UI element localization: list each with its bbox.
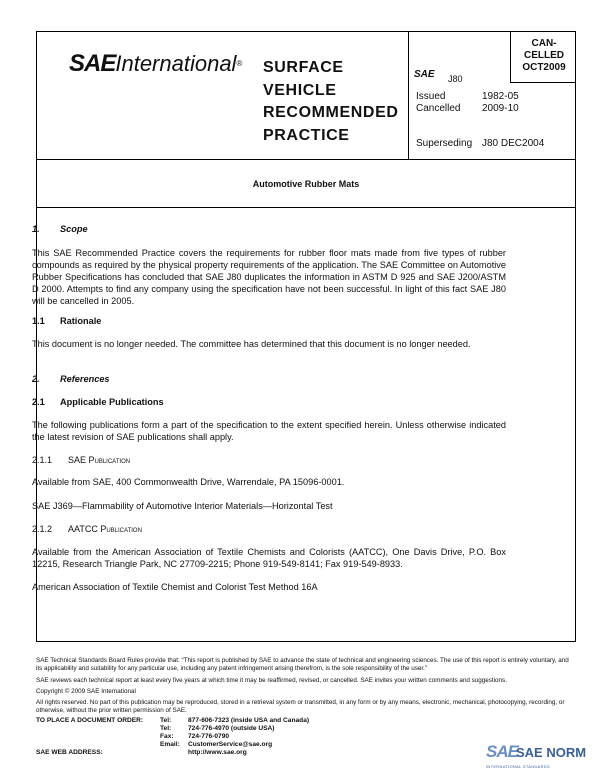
footer-rules-text: SAE Technical Standards Board Rules provide that: “This report is published by SAE to advance the state of technical and engineering sciences. The use of this report is entirely voluntary, and its applicability and suitability for any particular use, including any patent infringement arising therefrom, is the sole responsibility of the user.” [36, 657, 569, 673]
header-divider [408, 32, 409, 160]
status-line: CAN- [531, 38, 557, 49]
fax-label: Fax: [160, 733, 174, 740]
tel-value: 877-606-7323 (inside USA and Canada) [188, 717, 310, 724]
subsection-heading-sae-publication [32, 454, 130, 466]
sae-international-logo [69, 52, 242, 76]
rationale-paragraph: This document is no longer needed. The committee has determined that this document is no longer needed. [32, 339, 471, 349]
sae-norm-subtext: INTERNATIONAL STANDARDS [486, 764, 550, 769]
email-label: Email: [160, 741, 180, 748]
sae-norm-text: SAE NORM [516, 745, 587, 760]
section-heading-rationale [32, 315, 101, 327]
aatcc-availability: Available from the American Association of Textile Chemists and Colorists (AATCC), One Davis Drive, P.O. Box 12215, Research Triangle Park, NC 27709-2215; Phone 919-549-8141; Fax 919-549-8933. [32, 547, 506, 569]
footer-rights-text: All rights reserved. No part of this publication may be reproduced, stored in a retrieval system or transmitted, in any form or by any means, electronic, mechanical, photocopying, recording, or otherwise, without the prior written permission of SAE. [36, 699, 565, 715]
status-line: OCT2009 [522, 62, 566, 73]
issued-value: 1982-05 [482, 91, 519, 102]
scope-paragraph: This SAE Recommended Practice covers the requirements for rubber floor mats made from five types of rubber compounds as required by the physical property requirements of the application. The SAE Committee on Automotive Rubber Specifications has concluded that SAE J80 duplicates the information in ASTM D 925 and SAE J200/ASTM D 2000. Attempts to find any company using the specification have not been successful. In light of this fact SAE J80 will be cancelled in 2005. [32, 248, 506, 306]
subsection-number: 2.1.2 [32, 524, 53, 534]
doc-type-line: VEHICLE [263, 81, 337, 99]
cancelled-label: Cancelled [416, 103, 461, 114]
web-label: SAE WEB ADDRESS: [36, 749, 103, 756]
section-number: 2. [32, 374, 40, 384]
tel2-value: 724-776-4970 (outside USA) [188, 725, 275, 732]
tel-label: Tel: [160, 717, 172, 724]
cancelled-row [416, 103, 519, 115]
subsection-heading-aatcc-publication [32, 523, 142, 535]
document-title: Automotive Rubber Mats [252, 179, 360, 189]
sae-mini-logo: SAE [414, 69, 435, 80]
section-title: Rationale [60, 316, 102, 326]
sae-norm-stamp [486, 742, 587, 772]
status-line: CELLED [524, 50, 564, 61]
superseding-row [416, 138, 545, 150]
doc-type-line: RECOMMENDED [263, 104, 399, 121]
status-box-divider [510, 32, 511, 83]
section-title: Applicable Publications [60, 397, 164, 407]
doc-type-line: SURFACE [263, 59, 344, 76]
sae-availability: Available from SAE, 400 Commonwealth Drive, Warrendale, PA 15096-0001. [32, 477, 345, 487]
section-heading-references [32, 373, 110, 385]
subsection-number: 2.1.1 [32, 455, 53, 465]
title-row [37, 160, 575, 208]
sae-norm-logo-icon: SAE [486, 742, 518, 761]
subsection-title: SAE Publication [68, 455, 131, 465]
document-number: J80 [448, 74, 463, 84]
issued-row [416, 91, 519, 103]
doc-type-line: PRACTICE [263, 126, 350, 144]
fax-value: 724-776-0790 [188, 733, 230, 740]
subsection-title: AATCC Publication [68, 524, 142, 534]
footer-legal [36, 657, 576, 719]
sae-reference-item: SAE J369—Flammability of Automotive Interior Materials—Horizontal Test [32, 501, 333, 511]
email-value[interactable]: CustomerService@sae.org [188, 741, 273, 748]
cancelled-value: 2009-10 [482, 103, 519, 114]
superseding-label: Superseding [416, 138, 473, 149]
section-number: 1. [32, 224, 40, 234]
web-address-link[interactable]: http://www.sae.org [188, 749, 247, 756]
issued-label: Issued [416, 91, 446, 102]
order-label: TO PLACE A DOCUMENT ORDER: [36, 717, 144, 724]
logo-sae-text: SAE [69, 50, 116, 77]
logo-international-text: International [115, 51, 237, 76]
section-heading-applicable [32, 396, 164, 408]
document-type [263, 57, 399, 147]
section-title: References [60, 374, 110, 384]
status-box-bottom [510, 82, 575, 83]
footer-copyright: Copyright © 2009 SAE International [36, 687, 136, 695]
cancelled-status-box [514, 38, 574, 74]
section-number: 2.1 [32, 397, 45, 407]
logo-trademark: ® [236, 59, 243, 68]
section-number: 1.1 [32, 316, 45, 326]
aatcc-reference-item: American Association of Textile Chemist and Colorist Test Method 16A [32, 582, 318, 592]
tel2-label: Tel: [160, 725, 172, 732]
applicable-paragraph: The following publications form a part of the specification to the extent specified herein. Unless otherwise indicated the latest revision of SAE publications shall apply. [32, 420, 506, 442]
section-heading-scope [32, 223, 88, 235]
document-header [37, 32, 575, 160]
footer-review-text: SAE reviews each technical report at least every five years at which time it may be reaffirmed, revised, or cancelled. SAE invites your written comments and suggestions. [36, 676, 507, 684]
superseding-value: J80 DEC2004 [482, 138, 545, 149]
section-title: Scope [60, 224, 88, 234]
